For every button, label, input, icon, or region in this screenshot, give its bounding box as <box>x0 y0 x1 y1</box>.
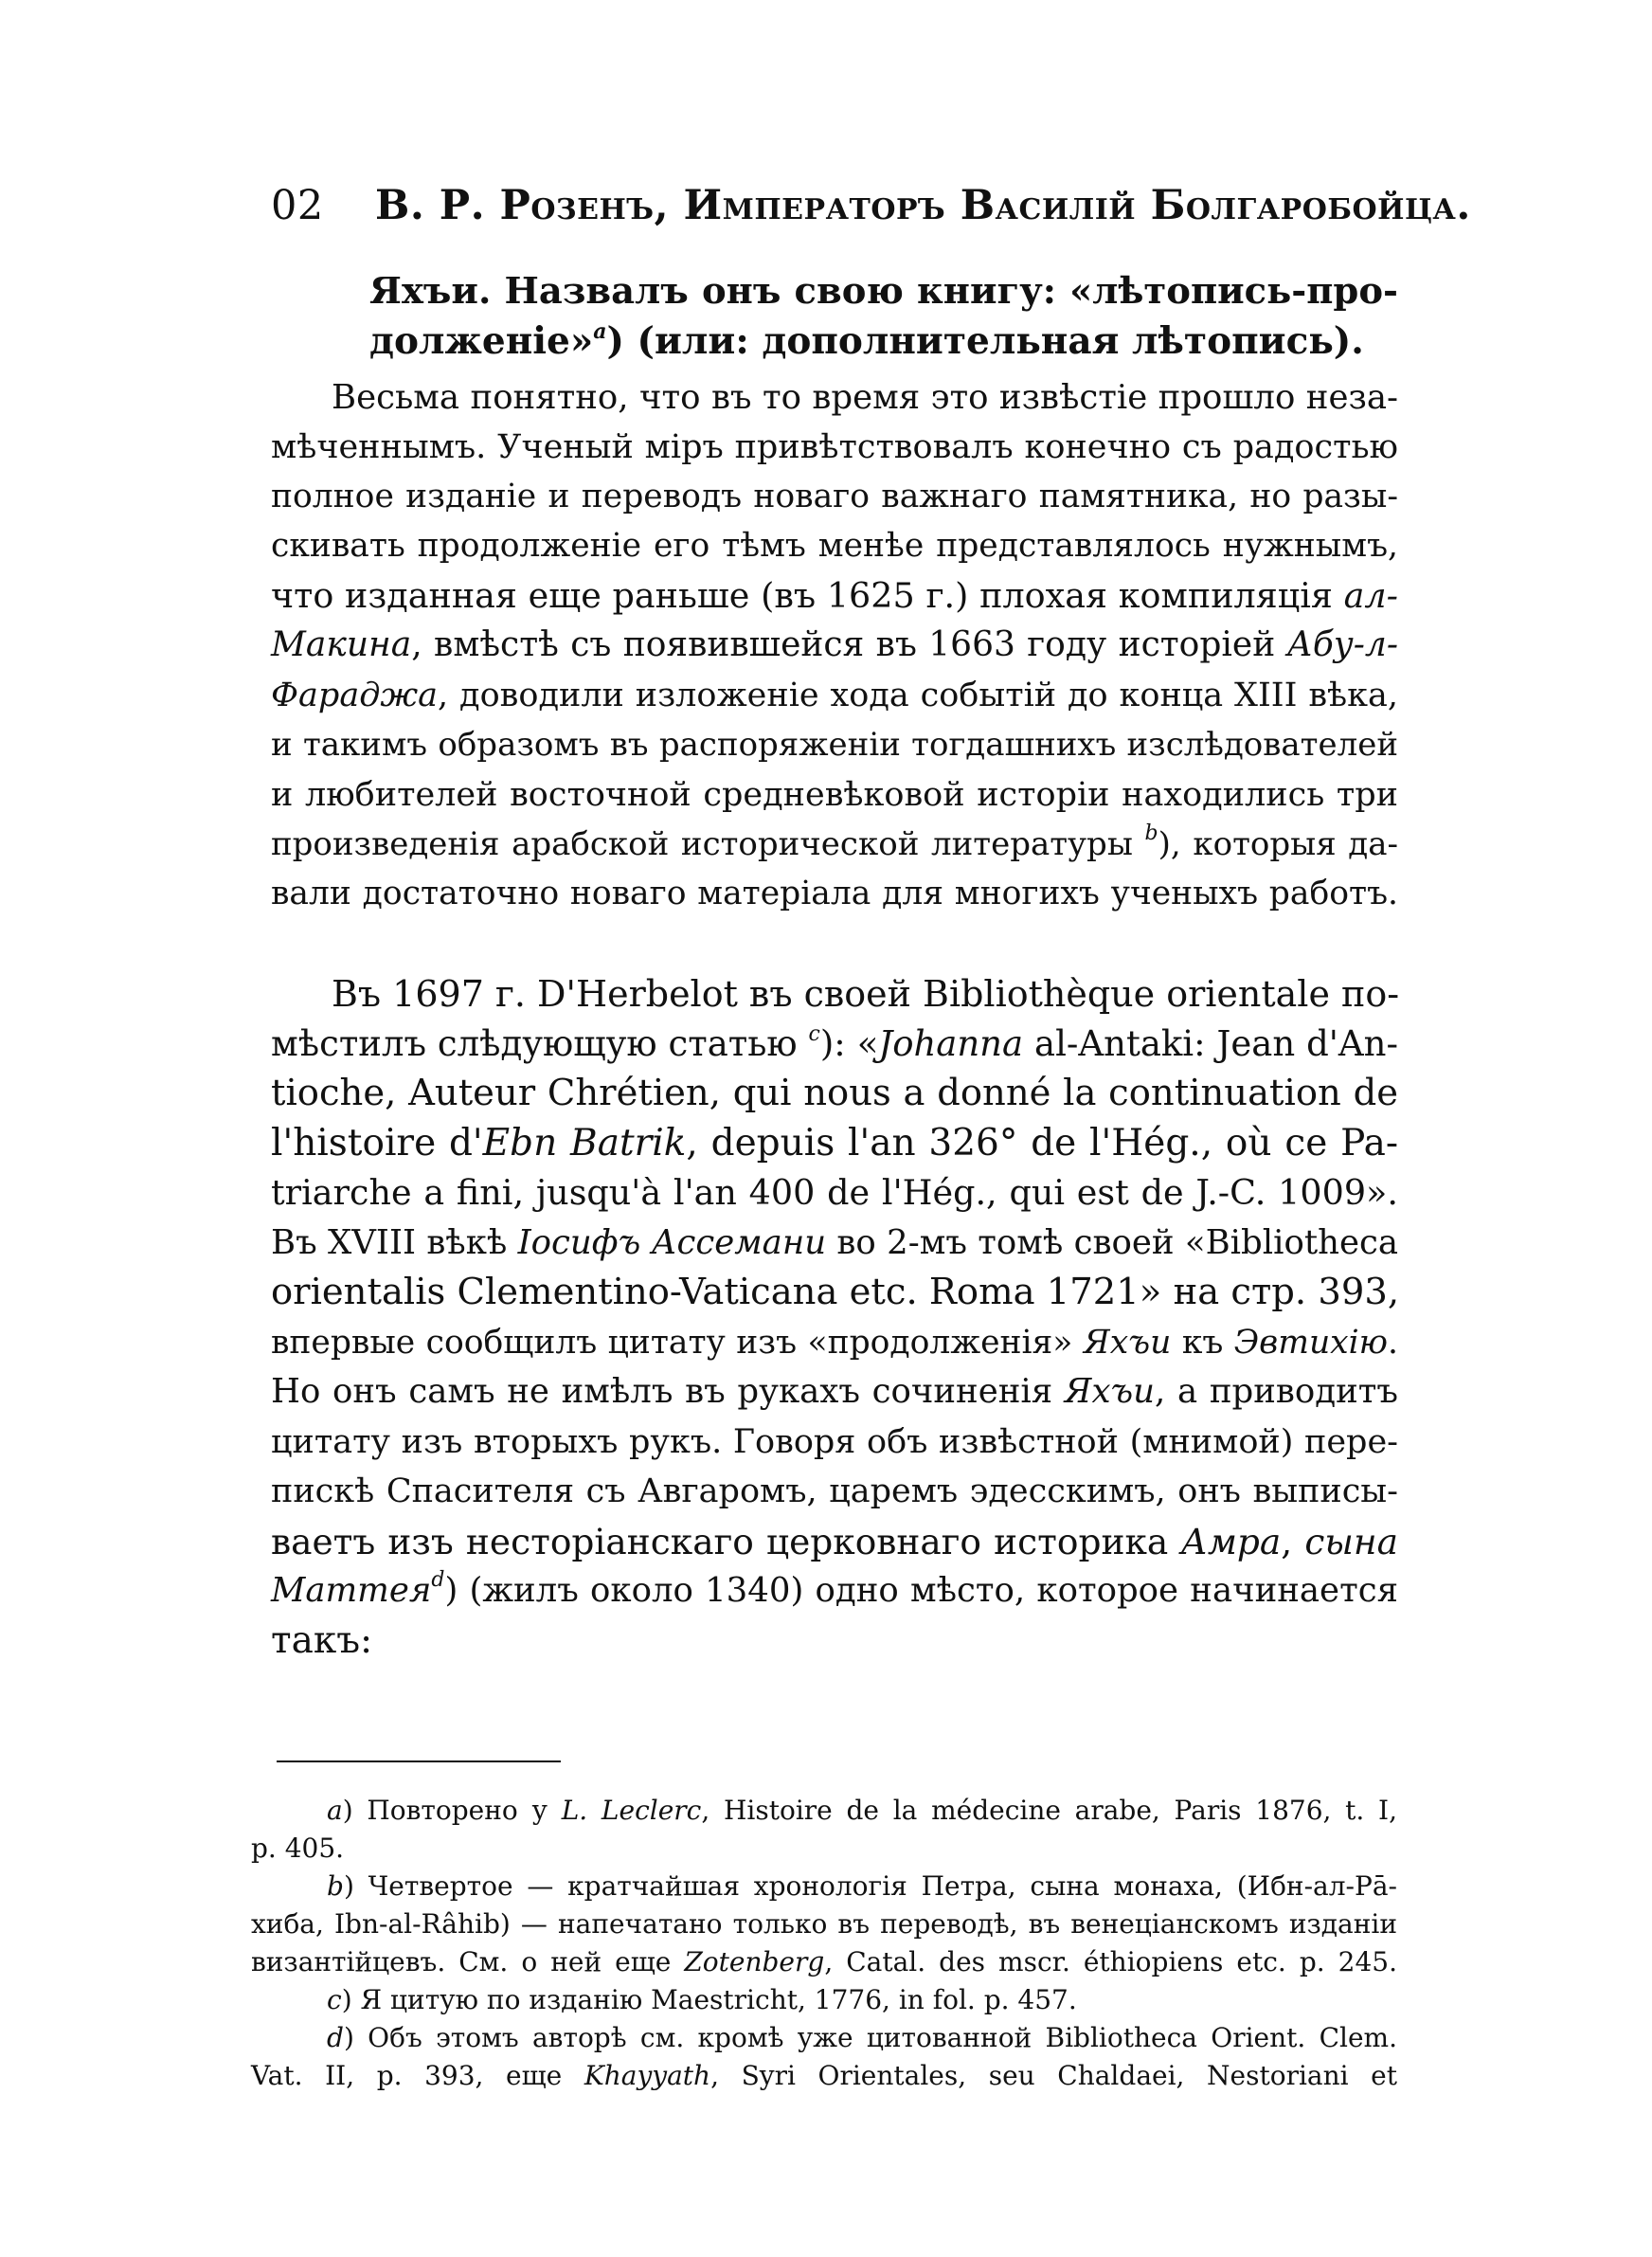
footnote-ref: a <box>593 319 607 344</box>
footnote-line: византійцевъ. См. о ней еще Zotenberg, Catal. des mscr. éthiopiens etc. p. 245. <box>251 1946 1398 1977</box>
text-line: цитату изъ вторыхъ рукъ. Говоря объ извѣстной (мнимой) пере- <box>271 1423 1398 1461</box>
footnote-line: d) Объ этомъ авторѣ см. кромѣ уже цитованной Bibliotheca Orient. Clem. <box>327 2022 1397 2053</box>
running-title: В. Р. Розенъ, Императоръ Василій Болгаробойца. <box>375 182 1471 229</box>
text-line: Макина, вмѣстѣ съ появившейся въ 1663 году исторіей Абу-л- <box>271 625 1398 664</box>
text-line: triarche a fini, jusqu'à l'an 400 de l'Hég., qui est de J.-C. 1009». <box>271 1172 1398 1213</box>
footnote-ref: d <box>431 1568 445 1592</box>
text-line: Яхъи. Назвалъ онъ свою книгу: «лѣтопись-про- <box>369 270 1398 313</box>
text-line: orientalis Clementino-Vaticana etc. Roma 1721» на стр. 393, <box>271 1271 1400 1313</box>
text-line: Маттея$^d$) (жилъ около 1340) одно мѣсто, которое начинается <box>271 1568 1398 1610</box>
text-line: Въ XVIII вѣкѣ Іосифъ Ассемани во 2-мъ томѣ своей «Bibliotheca <box>271 1223 1399 1262</box>
text-line: и такимъ образомъ въ распоряженіи тогдашнихъ изслѣдователей <box>271 726 1398 764</box>
text-line: и любителей восточной средневѣковой исторіи находились три <box>271 776 1398 814</box>
text-line: мѣстилъ слѣдующую статью $^c$): «Johanna al-Antaki: Jean d'An- <box>271 1022 1398 1064</box>
text-line: Фараджа, доводили изложеніе хода событій до конца XIII вѣка, <box>271 677 1398 714</box>
text-line: произведенія арабской исторической литературы $^b$), которыя да- <box>271 822 1398 863</box>
text-line: такъ: <box>271 1619 373 1662</box>
text-line: полное изданіе и переводъ новаго важнаго памятника, но разы- <box>271 478 1398 515</box>
footnote-ref: b <box>1144 822 1158 845</box>
page-number: 02 <box>271 182 324 229</box>
footnote-line: Vat. II, p. 393, еще Khayyath, Syri Orientales, seu Chaldaei, Nestoriani et <box>251 2060 1398 2091</box>
footnote-line: p. 405. <box>251 1833 345 1864</box>
text-line: l'histoire d'Ebn Batrik, depuis l'an 326° de l'Hég., où ce Pa- <box>271 1122 1399 1165</box>
footnote-ref: c <box>808 1022 820 1046</box>
footnote-line: b) Четвертое — кратчайшая хронологія Петра, сына монаха, (Ибн-ал-Рā- <box>327 1870 1397 1902</box>
text-line: скивать продолженіе его тѣмъ менѣе представлялось нужнымъ, <box>271 527 1398 565</box>
footnote-line: a) Повторено у L. Leclerc, Histoire de la médecine arabe, Paris 1876, t. I, <box>327 1795 1397 1826</box>
text-line: Весьма понятно, что въ то время это извѣстіе прошло неза- <box>332 378 1398 417</box>
text-line: Въ 1697 г. D'Herbelot въ своей Bibliothèque orientale по- <box>332 973 1400 1015</box>
text-line: Но онъ самъ не имѣлъ въ рукахъ сочиненія Яхъи, а приводитъ <box>271 1372 1398 1411</box>
text-line: долженіе»$^a$) (или: дополнительная лѣтопись). <box>369 319 1364 363</box>
running-header <box>271 182 1471 229</box>
text-line: ваетъ изъ несторіанскаго церковнаго историка Амра, сына <box>271 1521 1398 1562</box>
footnote-line: c) Я цитую по изданію Maestricht, 1776, in fol. p. 457. <box>327 1984 1077 2015</box>
footnote-separator <box>277 1760 561 1762</box>
text-line: что изданная еще раньше (въ 1625 г.) плохая компиляція ал- <box>271 575 1398 616</box>
text-line: мѣченнымъ. Ученый міръ привѣтствовалъ конечно съ радостью <box>271 428 1398 466</box>
text-line: пискѣ Спасителя съ Авгаромъ, царемъ эдесскимъ, онъ выписы- <box>271 1472 1398 1510</box>
text-line: tioche, Auteur Chrétien, qui nous a donné la continuation de <box>271 1072 1398 1114</box>
footnote-line: хиба, Ibn-al-Râhib) — напечатано только въ переводѣ, въ венеціанскомъ изданіи <box>251 1908 1397 1940</box>
text-line: вали достаточно новаго матеріала для многихъ ученыхъ работъ. <box>271 875 1398 912</box>
text-line: впервые сообщилъ цитату изъ «продолженія» Яхъи къ Эвтихію. <box>271 1324 1399 1362</box>
